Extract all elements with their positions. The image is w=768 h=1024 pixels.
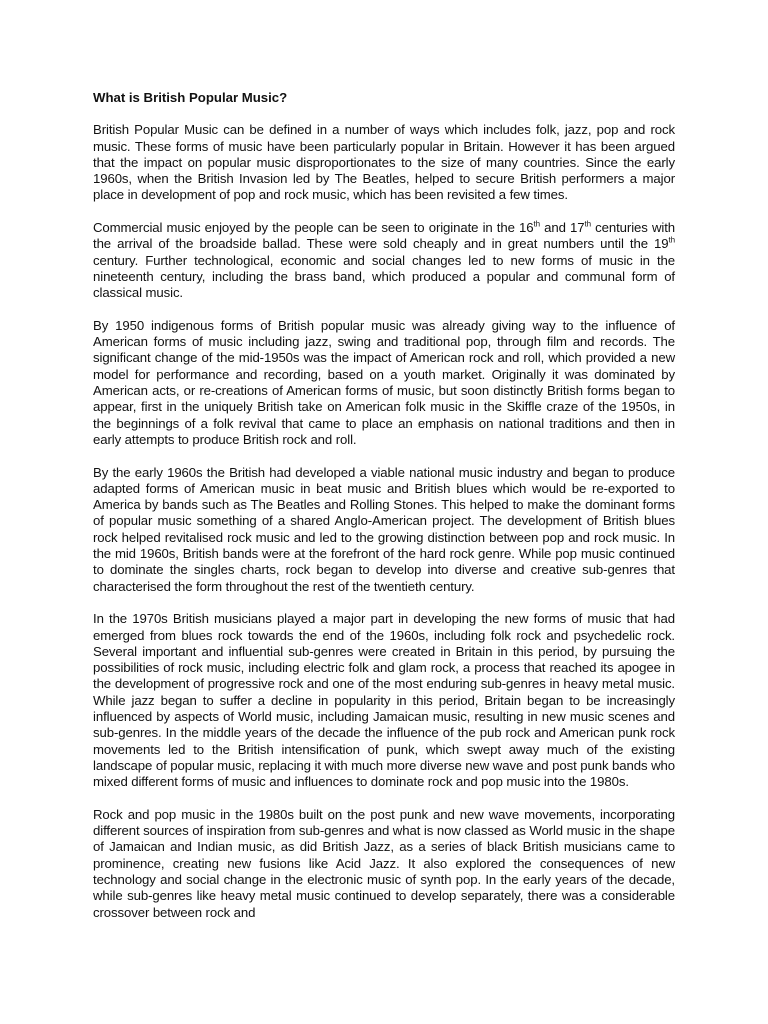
superscript: th [533, 219, 540, 229]
paragraph-1980s: Rock and pop music in the 1980s built on the post punk and new wave movements, incorporating different sources of inspiration from sub-genres and what is now classed as World music in the shape of Jamaican and Indian music, as did British Jazz, as a series of black British musicians came to prominence, creating new fusions like Acid Jazz. It also explored the consequences of new technology and social change in the electronic music of synth pop. In the early years of the decade, while sub-genres like heavy metal music continued to develop separately, there was a considerable crossover between rock and [93, 806, 675, 920]
paragraph-1970s: In the 1970s British musicians played a major part in developing the new forms of music that had emerged from blues rock towards the end of the 1960s, including folk rock and psychedelic rock. Several important and influential sub-genres were created in Britain in this period, by pursuing the possibilities of rock music, including electric folk and glam rock, a process that reached its apogee in the development of progressive rock and one of the most enduring sub-genres in heavy metal music. While jazz began to suffer a decline in popularity in this period, Britain began to be increasingly influenced by aspects of World music, including Jamaican music, resulting in new music scenes and sub-genres. In the middle years of the decade the influence of the pub rock and American punk rock movements led to the British intensification of punk, which swept away much of the existing landscape of popular music, replacing it with much more diverse new wave and post punk bands who mixed different forms of music and influences to dominate rock and pop music into the 1980s. [93, 611, 675, 790]
paragraph-1950s: By 1950 indigenous forms of British popular music was already giving way to the influence of American forms of music including jazz, swing and traditional pop, through film and records. The significant change of the mid-1950s was the impact of American rock and roll, which provided a new model for performance and recording, based on a youth market. Originally it was dominated by American acts, or re-creations of American forms of music, but soon distinctly British forms began to appear, first in the uniquely British take on American folk music in the Skiffle craze of the 1950s, in the beginnings of a folk revival that came to place an emphasis on national traditions and then in early attempts to produce British rock and roll. [93, 317, 675, 447]
paragraph-definition: British Popular Music can be defined in a number of ways which includes folk, jazz, pop and rock music. These forms of music have been particularly popular in Britain. However it has been argued that the impact on popular music disproportionates to the size of many countries. Since the early 1960s, when the British Invasion led by The Beatles, helped to secure British performers a major place in development of pop and rock music, which has been revisited a few times. [93, 122, 675, 203]
paragraph-1960s: By the early 1960s the British had developed a viable national music industry and began to produce adapted forms of American music in beat music and British blues which would be re-exported to America by bands such as The Beatles and Rolling Stones. This helped to make the dominant forms of popular music something of a shared Anglo-American project. The development of British blues rock helped revitalised rock music and led to the growing distinction between pop and rock music. In the mid 1960s, British bands were at the forefront of the hard rock genre. While pop music continued to dominate the singles charts, rock began to develop into diverse and creative sub-genres that characterised the form throughout the rest of the twentieth century. [93, 464, 675, 594]
document-title: What is British Popular Music? [93, 90, 288, 105]
superscript: th [584, 219, 591, 229]
paragraph-text: century. Further technological, economic and social changes led to new forms of music in the nineteenth century, including the brass band, which produced a popular and communal form of classical music. [93, 252, 675, 301]
paragraph-text: centuries with the arrival of the broadside ballad. These were sold cheaply and in great numbers until the 19 [93, 220, 675, 252]
paragraph-text: Commercial music enjoyed by the people can be seen to originate in the 16 [93, 220, 534, 236]
paragraph-commercial-music [93, 220, 675, 301]
document-page [93, 90, 675, 937]
paragraph-text: and 17 [539, 220, 585, 236]
superscript: th [668, 235, 675, 245]
